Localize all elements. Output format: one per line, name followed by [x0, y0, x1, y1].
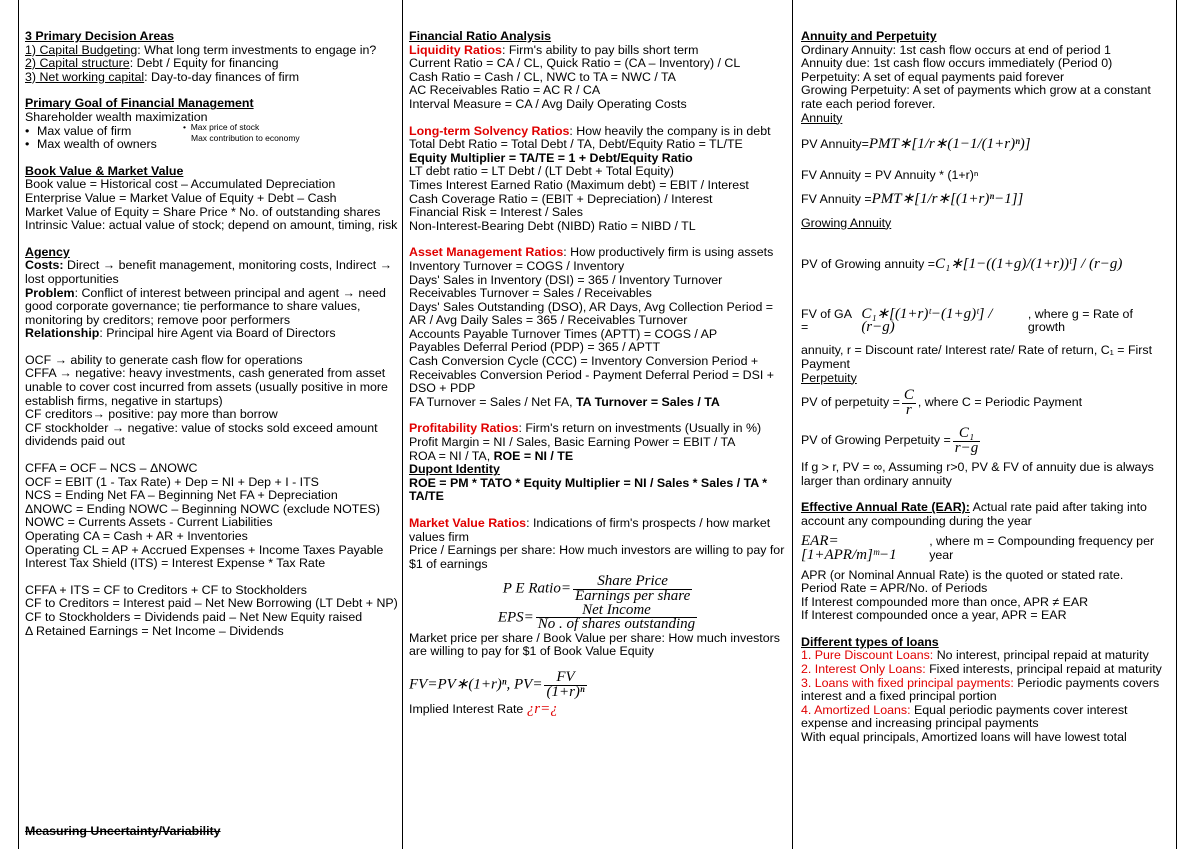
- pv-growing-annuity-formula: PV of Growing annuity = C₁∗[1−((1+g)/(1+r))ᵗ] / (r−g): [801, 255, 1123, 272]
- growing-annuity-subheading: Growing Annuity: [801, 215, 892, 230]
- intro-line-1: Ordinary Annuity: 1st cash flow occurs at end of period 1: [801, 42, 1111, 57]
- heading-book-value: Book Value & Market Value: [25, 163, 184, 178]
- ear-formula: EAR=[1+APR/m]ᵐ−1 , where m = Compounding frequency per year: [801, 532, 1155, 563]
- loan-last-line: With equal principals, Amortized loans will have lowest total: [801, 730, 1127, 745]
- pe-ratio-formula: P E Ratio= $\frac{\text{Share Price}}{\text{Earnings per share}}$: [502, 573, 691, 604]
- formula1-3: NCS = Ending Net FA – Beginning Net FA + Depreciation: [25, 488, 338, 503]
- fv-annuity-line: FV Annuity = PV Annuity * (1+r)ⁿ: [801, 168, 979, 183]
- heading-ratio-analysis: Financial Ratio Analysis: [409, 29, 552, 43]
- liquidity-line-2: Cash Ratio = Cash / CL, NWC to TA = NWC / TA: [409, 69, 676, 84]
- solvency-line-1: Total Debt Ratio = Total Debt / TA, Debt/Equity Ratio = TL/TE: [409, 137, 743, 152]
- asset-line-5: Accounts Payable Turnover Times (APTT) = COGS / AP: [409, 326, 718, 341]
- cf-line-1: OCF → ability to generate cash flow for operations: [25, 352, 303, 367]
- intro-line-4: Growing Perpetuity: A set of payments which grow at a constant rate each period forever.: [801, 83, 1151, 111]
- loan-item-1: 1. Pure Discount Loans: No interest, principal repaid at maturity: [801, 648, 1149, 663]
- book-line-4: Intrinsic Value: actual value of stock; depend on amount, timing, risk: [25, 218, 398, 233]
- solvency-line-6: Non-Interest-Bearing Debt (NIBD) Ratio = NIBD / TL: [409, 218, 696, 233]
- formula2-3: CF to Stockholders = Dividends paid – Net New Equity raised: [25, 609, 363, 624]
- dupont-heading: Dupont Identity: [409, 462, 500, 477]
- goal-note-2: Max contribution to economy: [191, 132, 300, 143]
- perpetuity-subheading: Perpetuity: [801, 370, 857, 385]
- solvency-line-5: Financial Risk = Interest / Sales: [409, 205, 583, 220]
- goal-line: Shareholder wealth maximization: [25, 109, 208, 124]
- ear-title: Effective Annual Rate (EAR): Actual rate paid after taking into account any compounding during the year: [801, 500, 1147, 528]
- pv-perpetuity-formula: PV of perpetuity = $\frac{C}{r}$ , where C = Periodic Payment: [801, 387, 1083, 418]
- market-title: Market Value Ratios: Indications of firm's prospects / how market values firm: [409, 516, 771, 544]
- formula2-4: Δ Retained Earnings = Net Income – Dividends: [25, 623, 284, 638]
- intro-line-3: Perpetuity: A set of equal payments paid forever: [801, 69, 1065, 84]
- goal-note-1: • Max price of stock: [183, 121, 260, 132]
- liquidity-line-4: Interval Measure = CA / Avg Daily Operating Costs: [409, 96, 687, 111]
- decision-item-2: 2) Capital structure: Debt / Equity for financing: [25, 56, 279, 71]
- asset-line-7: Cash Conversion Cycle (CCC) = Inventory Conversion Period + Receivables Conversion Period - Payment Deferral Period = DSI + DSO + PDP: [409, 354, 775, 396]
- formula2-1: CFFA + ITS = CF to Creditors + CF to Stockholders: [25, 582, 307, 597]
- agency-problem: Problem: Conflict of interest between principal and agent → need good corporate governance; tie performance to share values, monitoring by creditors; remove poor performers: [25, 285, 386, 327]
- asset-line-1: Inventory Turnover = COGS / Inventory: [409, 258, 625, 273]
- pv-growing-perpetuity-formula: PV of Growing Perpetuity = $\frac{\text{C₁}}{r-g}$: [801, 425, 979, 456]
- loan-item-3: 3. Loans with fixed principal payments: Periodic payments covers interest and a fixed principal portion: [801, 675, 1160, 704]
- perpetuity-note: If g > r, PV = ∞, Assuming r>0, PV & FV of annuity due is always larger than ordinary annuity: [801, 460, 1154, 488]
- fv-ga-continuation: annuity, r = Discount rate/ Interest rate/ Rate of return, C₁ = First Payment: [801, 343, 1153, 371]
- solvency-line-3: Times Interest Earned Ratio (Maximum debt) = EBIT / Interest: [409, 177, 749, 192]
- column-2: [403, 0, 793, 849]
- eps-formula: EPS= $\frac{\text{Net Income}}{\text{No . of shares outstanding}}$: [497, 601, 696, 633]
- fv-pv-formula: FV=PV∗(1+r)ⁿ, PV= $\frac{FV}{\text{(1+r)ⁿ}}$: [409, 668, 585, 700]
- loan-item-4: 4. Amortized Loans: Equal periodic payments cover interest expense and increasing principal payments: [801, 702, 1128, 731]
- formula1-8: Interest Tax Shield (ITS) = Interest Expense * Tax Rate: [25, 556, 326, 571]
- column-1: [18, 0, 403, 849]
- liquidity-title: Liquidity Ratios: Firm's ability to pay bills short term: [409, 42, 699, 57]
- agency-costs: Costs: Direct → benefit management, monitoring costs, Indirect → lost opportunities: [25, 258, 393, 286]
- annuity-subheading: Annuity: [801, 110, 843, 125]
- liquidity-line-3: AC Receivables Ratio = AC R / CA: [409, 83, 601, 98]
- profit-line-2: ROA = NI / TA, ROE = NI / TE: [409, 448, 574, 463]
- asset-line-4: Days' Sales Outstanding (DSO), AR Days, Avg Collection Period = AR / Avg Daily Sales = 365 / Receivables Turnover: [409, 299, 774, 328]
- fv-growing-annuity-formula: FV of GA = C₁∗[(1+r)ᵗ−(1+g)ᵗ] / (r−g) , where g = Rate of growth: [801, 305, 1133, 336]
- goal-bullet-2: • Max wealth of owners: [25, 138, 398, 152]
- book-line-3: Market Value of Equity = Share Price * No. of outstanding shares: [25, 204, 381, 219]
- fv-annuity-formula: FV Annuity = PMT∗[1/r∗[(1+r)ⁿ−1]]: [801, 190, 1024, 207]
- ear-line-2: Period Rate = APR/No. of Periods: [801, 581, 988, 596]
- formula1-6: Operating CA = Cash + AR + Inventories: [25, 529, 248, 543]
- formula1-4: ΔNOWC = Ending NOWC – Beginning NOWC (exclude NOTES): [25, 501, 380, 516]
- asset-line-6: Payables Deferral Period (PDP) = 365 / APTT: [409, 340, 661, 355]
- profit-line-1: Profit Margin = NI / Sales, Basic Earning Power = EBIT / TA: [409, 435, 736, 450]
- heading-loans: Different types of loans: [801, 634, 939, 649]
- formula1-2: OCF = EBIT (1 - Tax Rate) + Dep = NI + Dep + I - ITS: [25, 474, 319, 489]
- intro-line-2: Annuity due: 1st cash flow occurs immediately (Period 0): [801, 56, 1113, 71]
- heading-primary-goal: Primary Goal of Financial Management: [25, 96, 254, 111]
- formula1-7: Operating CL = AP + Accrued Expenses + Income Taxes Payable: [25, 542, 384, 557]
- market-line-2: Market price per share / Book Value per share: How much investors are willing to pay for $1 of Book Value Equity: [409, 630, 780, 659]
- implied-rate: Implied Interest Rate ¿r=¿: [409, 701, 558, 718]
- decision-item-3: 3) Net working capital: Day-to-day finances of firm: [25, 69, 300, 84]
- cf-line-3: CF creditors→ positive: pay more than borrow: [25, 407, 278, 422]
- dupont-formula: ROE = PM * TATO * Equity Multiplier = NI / Sales * Sales / TA * TA/TE: [409, 475, 768, 504]
- pv-annuity-formula: PV Annuity= PMT∗[1/r∗(1−1/(1+r)ⁿ)]: [801, 136, 1031, 153]
- profit-title: Profitability Ratios: Firm's return on investments (Usually in %): [409, 421, 762, 436]
- goal-bullet-1: • Max value of firm: [25, 125, 398, 139]
- formula1-5: NOWC = Currents Assets - Current Liabilities: [25, 515, 273, 530]
- solvency-title: Long-term Solvency Ratios: How heavily the company is in debt: [409, 123, 771, 138]
- market-line-1: Price / Earnings per share: How much investors are willing to pay for $1 of earnings: [409, 543, 785, 571]
- ear-line-1: APR (or Nominal Annual Rate) is the quoted or stated rate.: [801, 567, 1124, 582]
- book-line-2: Enterprise Value = Market Value of Equity + Debt – Cash: [25, 190, 337, 205]
- ear-line-4: If Interest compounded once a year, APR = EAR: [801, 608, 1067, 623]
- book-line-1: Book value = Historical cost – Accumulated Depreciation: [25, 177, 336, 192]
- asset-fa-turnover: FA Turnover = Sales / Net FA, TA Turnover = Sales / TA: [409, 394, 720, 409]
- decision-item-1: 1) Capital Budgeting: What long term investments to engage in?: [25, 42, 377, 57]
- asset-line-3: Receivables Turnover = Sales / Receivables: [409, 286, 652, 301]
- goal-bullets: [25, 121, 398, 152]
- heading-agency: Agency: [25, 244, 70, 259]
- cf-line-4: CF stockholder → negative: value of stocks sold exceed amount dividends paid out: [25, 420, 378, 449]
- cf-line-2: CFFA → negative: heavy investments, cash generated from asset unable to cover cost incurred from assets (usually positive in more establish firms, negative in startups): [25, 366, 388, 408]
- column-3: [793, 0, 1177, 849]
- agency-relationship: Relationship: Principal hire Agent via Board of Directors: [25, 326, 336, 341]
- loan-item-2: 2. Interest Only Loans: Fixed interests, principal repaid at maturity: [801, 662, 1162, 677]
- ear-line-3: If Interest compounded more than once, APR ≠ EAR: [801, 594, 1089, 609]
- equity-multiplier: Equity Multiplier = TA/TE = 1 + Debt/Equity Ratio: [409, 150, 693, 165]
- formula2-2: CF to Creditors = Interest paid – Net New Borrowing (LT Debt + NP): [25, 596, 398, 611]
- heading-measuring-uncertainty: Measuring Uncertainty/Variability: [25, 824, 221, 838]
- heading-annuity-perpetuity: Annuity and Perpetuity: [801, 29, 937, 43]
- solvency-line-4: Cash Coverage Ratio = (EBIT + Depreciation) / Interest: [409, 191, 713, 206]
- formula1-1: CFFA = OCF – NCS – ΔNOWC: [25, 461, 198, 476]
- solvency-line-2: LT debt ratio = LT Debt / (LT Debt + Total Equity): [409, 164, 674, 179]
- heading-primary-decision: 3 Primary Decision Areas: [25, 29, 174, 43]
- liquidity-line-1: Current Ratio = CA / CL, Quick Ratio = (CA – Inventory) / CL: [409, 56, 741, 71]
- asset-line-2: Days' Sales in Inventory (DSI) = 365 / Inventory Turnover: [409, 272, 723, 287]
- asset-title: Asset Management Ratios: How productively firm is using assets: [409, 245, 774, 260]
